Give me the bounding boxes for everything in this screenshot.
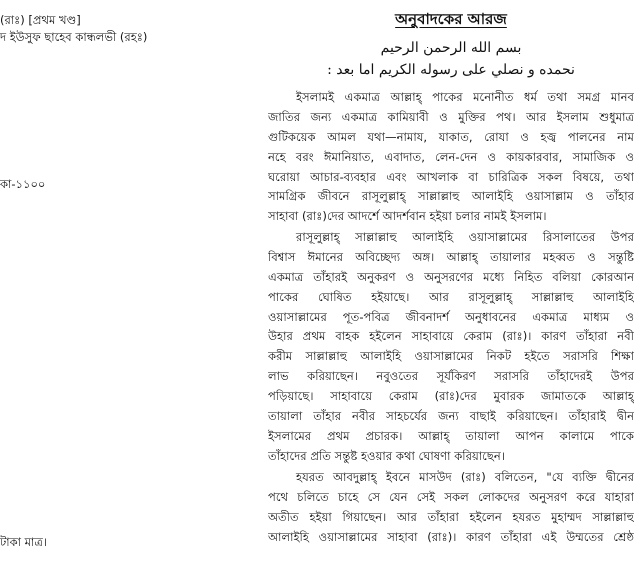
paragraph-line: অতীত হইয়া গিয়াছেন। আর তাঁহারা হইলেন হযরত মুহাম্মদ সাল্লাল্লাহু <box>268 509 634 524</box>
paragraph-line: ইসলামের প্রথম প্রচারক। আল্লাহ্ তায়ালা আপন কালামে পাকে <box>268 428 634 443</box>
paragraph-3 <box>268 468 634 548</box>
paragraph-line: করীম সাল্লাল্লাহু আলাইহি ওয়াসাল্লামের নিকট হইতে সরাসরি শিক্ষা <box>268 349 634 364</box>
paragraph-line: ওয়াসাল্লামের পূত-পবিত্র জীবনাদর্শ অনুধাবনের একমাত্র মাধ্যম ও <box>268 309 634 324</box>
paragraph-line: আলাইহি ওয়াসাল্লামের সাহাবা (রাঃ)। কারণ তাঁহারা এই উম্মতের শ্রেষ্ঠ <box>268 529 634 544</box>
translator-note-page <box>268 0 634 568</box>
paragraph-line: তাঁহাদের প্রতি সন্তুষ্ট হওয়ার কথা ঘোষণা করিয়াছেন। <box>268 448 505 463</box>
paragraph-2 <box>268 228 634 467</box>
paragraph-line: উহার প্রথম বাহক হইলেন সাহাবায়ে কেরাম (রাঃ)। কারণ তাঁহারা নবী <box>268 329 634 344</box>
paragraph-line: হযরত আবদুল্লাহ্ ইবনে মাসউদ (রাঃ) বলিতেন, "যে ব্যক্তি দ্বীনের <box>296 470 634 484</box>
paragraph-line: লাভ করিয়াছেন। নবুওতের সূর্যকিরণ সরাসরি তাঁহাদেরই উপর <box>268 369 634 384</box>
paragraph-line: নহে বরং ঈমানিয়াত, এবাদাত, লেন-দেন ও কায়কারবার, সামাজিক ও <box>268 149 634 164</box>
paragraph-line: ইসলামই একমাত্র আল্লাহ্ পাকের মনোনীত ধর্ম তথা সমগ্র মানব <box>296 90 634 104</box>
paragraph-line: জাতির জন্য একমাত্র কামিয়াবী ও মুক্তির পথ। আর ইসলাম শুধুমাত্র <box>268 109 634 124</box>
left-line-title: (রাঃ) [প্রথম খণ্ড] <box>0 13 81 27</box>
paragraph-line: সাহাবা (রাঃ)দের আদর্শে আদর্শবান হইয়া চলার নামই ইসলাম। <box>268 209 547 224</box>
paragraph-line: পাকের ঘোষিত হইয়াছে। আর রাসূলুল্লাহ্ সাল্লাল্লাহু আলাইহি <box>268 289 634 304</box>
arabic-opening: نحمده و نصلي على رسوله الكريم اما بعد : <box>327 62 575 78</box>
paragraph-line: পড়িয়াছে। সাহাবায়ে কেরাম (রাঃ)দের মুবারক জামাতকে আল্লাহ্ <box>268 389 634 404</box>
left-line-code: কা-১১০০ <box>0 177 46 191</box>
arabic-bismillah: بسم الله الرحمن الرحيم <box>380 40 522 56</box>
left-line-price: টাকা মাত্র। <box>0 535 47 549</box>
page-heading: অনুবাদকের আরজ <box>395 10 507 28</box>
paragraph-line: একমাত্র তাঁহারই অনুকরণ ও অনুসরণের মধ্যে নিহিত বলিয়া কোরআন <box>268 269 634 284</box>
left-line-author: দ ইউসুফ ছাহেব কান্ধলভী (রহঃ) <box>0 30 148 44</box>
paragraph-line: তায়ালা তাঁহার নবীর সাহচর্যের জন্য বাছাই করিয়াছেন। তাঁহারাই দ্বীন <box>268 409 634 424</box>
paragraph-line: গুটিকয়েক আমল যথা—নামায, যাকাত, রোযা ও হজ্ব পালনের নাম <box>268 129 634 144</box>
paragraph-line: সামগ্রিক জীবনে রাসূলুল্লাহ্ সাল্লাল্লাহু আলাইহি ওয়াসাল্লাম ও তাঁহার <box>268 189 634 204</box>
paragraph-line: বিশ্বাস ঈমানের অবিচ্ছেদ্য অঙ্গ। আল্লাহ্ তায়ালার মহব্বত ও সন্তুষ্টি <box>268 249 634 264</box>
paragraph-1 <box>268 88 634 227</box>
left-page-fragment <box>0 0 265 568</box>
paragraph-line: রাসূলুল্লাহ্ সাল্লাল্লাহু আলাইহি ওয়াসাল্লামের রিসালাতের উপর <box>296 230 634 244</box>
paragraph-line: ঘরোয়া আচার-ব্যবহার এবং আখলাক বা চারিত্রিক সকল বিষয়ে, তথা <box>268 169 634 184</box>
paragraph-line: পথে চলিতে চাহে সে যেন সেই সকল লোকদের অনুসরণ করে যাহারা <box>268 489 634 504</box>
